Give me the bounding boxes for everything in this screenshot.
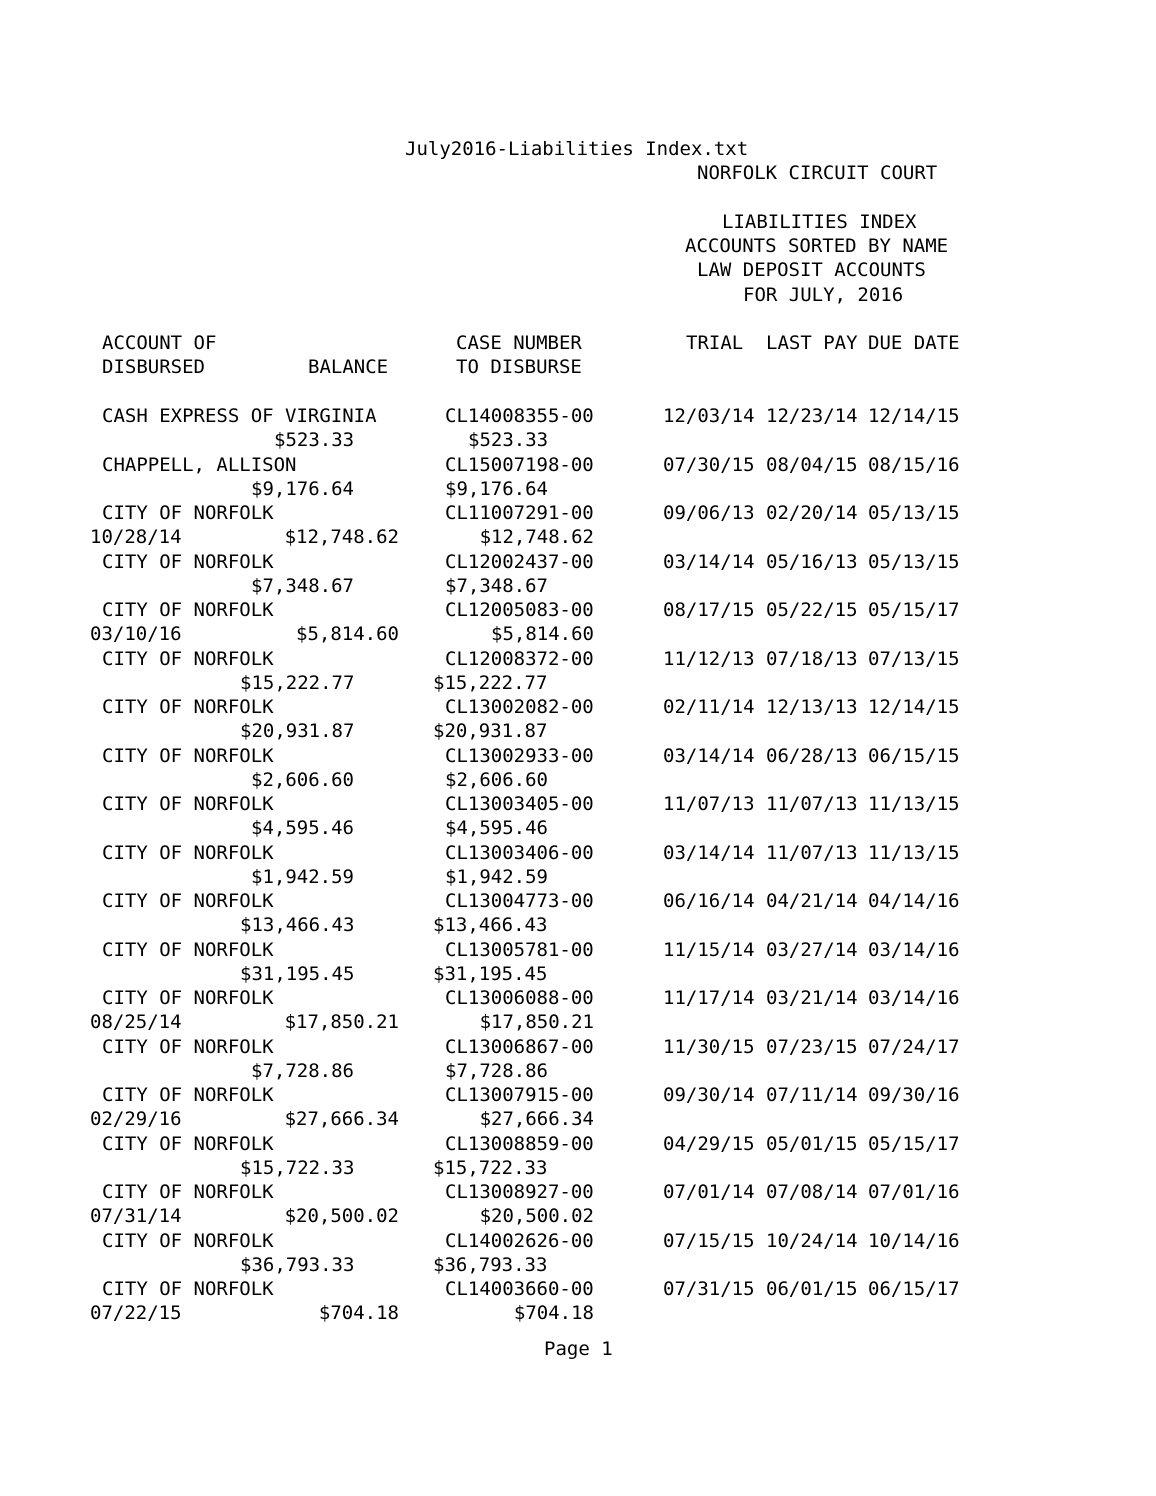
record-name: CITY OF NORFOLK <box>102 842 274 864</box>
record-disbursed-date: 10/28/14 <box>90 526 182 548</box>
record-to-disburse: $15,722.33 <box>433 1157 548 1179</box>
record-case-number: CL14008355-00 <box>445 405 594 427</box>
record-balance: $704.18 <box>318 1302 399 1324</box>
record-due-date: 05/15/17 <box>868 1133 960 1155</box>
record-disbursed-date: 07/22/15 <box>90 1302 182 1324</box>
record-disbursed-date: 08/25/14 <box>90 1011 182 1033</box>
record-case-number: CL15007198-00 <box>445 454 594 476</box>
record-trial-date: 03/14/14 <box>663 551 755 573</box>
record-name: CITY OF NORFOLK <box>102 648 274 670</box>
record-case-number: CL12005083-00 <box>445 599 594 621</box>
record-to-disburse: $20,931.87 <box>433 720 548 742</box>
record-due-date: 04/14/16 <box>868 890 960 912</box>
record-last-pay-date: 05/01/15 <box>766 1133 858 1155</box>
col-header-account-of: ACCOUNT OF <box>102 332 217 354</box>
record-to-disburse: $7,728.86 <box>445 1060 548 1082</box>
record-balance: $15,222.77 <box>240 672 355 694</box>
record-name: CITY OF NORFOLK <box>102 599 274 621</box>
col-header-due-date: DUE DATE <box>868 332 960 354</box>
record-trial-date: 04/29/15 <box>663 1133 755 1155</box>
record-balance: $7,348.67 <box>251 575 354 597</box>
record-to-disburse: $1,942.59 <box>445 866 548 888</box>
record-last-pay-date: 03/27/14 <box>766 939 858 961</box>
record-due-date: 05/13/15 <box>868 502 960 524</box>
record-case-number: CL14002626-00 <box>445 1230 594 1252</box>
record-case-number: CL13004773-00 <box>445 890 594 912</box>
record-case-number: CL13002082-00 <box>445 696 594 718</box>
record-to-disburse: $7,348.67 <box>445 575 548 597</box>
record-trial-date: 07/31/15 <box>663 1278 755 1300</box>
col-header-to-disburse: TO DISBURSE <box>456 356 582 378</box>
record-trial-date: 09/06/13 <box>663 502 755 524</box>
record-balance: $7,728.86 <box>251 1060 354 1082</box>
record-case-number: CL13003406-00 <box>445 842 594 864</box>
record-due-date: 12/14/15 <box>868 696 960 718</box>
report-title: LIABILITIES INDEX <box>722 211 917 233</box>
col-header-disbursed: DISBURSED <box>102 356 205 378</box>
record-name: CHAPPELL, ALLISON <box>102 454 297 476</box>
record-trial-date: 09/30/14 <box>663 1084 755 1106</box>
record-balance: $27,666.34 <box>284 1108 399 1130</box>
record-name: CITY OF NORFOLK <box>102 1036 274 1058</box>
record-name: CITY OF NORFOLK <box>102 696 274 718</box>
record-name: CITY OF NORFOLK <box>102 987 274 1009</box>
record-trial-date: 07/01/14 <box>663 1181 755 1203</box>
record-disbursed-date: 03/10/16 <box>90 623 182 645</box>
record-balance: $36,793.33 <box>240 1254 355 1276</box>
record-name: CITY OF NORFOLK <box>102 939 274 961</box>
record-last-pay-date: 07/11/14 <box>766 1084 858 1106</box>
record-last-pay-date: 07/08/14 <box>766 1181 858 1203</box>
report-period: FOR JULY, 2016 <box>743 284 904 306</box>
record-trial-date: 11/30/15 <box>663 1036 755 1058</box>
record-last-pay-date: 08/04/15 <box>766 454 858 476</box>
record-case-number: CL13005781-00 <box>445 939 594 961</box>
record-to-disburse: $12,748.62 <box>479 526 594 548</box>
record-balance: $9,176.64 <box>251 478 354 500</box>
record-name: CITY OF NORFOLK <box>102 745 274 767</box>
record-to-disburse: $9,176.64 <box>445 478 548 500</box>
record-trial-date: 07/30/15 <box>663 454 755 476</box>
record-case-number: CL13006088-00 <box>445 987 594 1009</box>
record-last-pay-date: 07/18/13 <box>766 648 858 670</box>
record-case-number: CL14003660-00 <box>445 1278 594 1300</box>
record-last-pay-date: 05/16/13 <box>766 551 858 573</box>
record-to-disburse: $27,666.34 <box>479 1108 594 1130</box>
record-case-number: CL13007915-00 <box>445 1084 594 1106</box>
record-case-number: CL13002933-00 <box>445 745 594 767</box>
report-subtitle: ACCOUNTS SORTED BY NAME <box>685 235 949 257</box>
record-balance: $1,942.59 <box>251 866 354 888</box>
record-last-pay-date: 02/20/14 <box>766 502 858 524</box>
record-due-date: 07/13/15 <box>868 648 960 670</box>
record-case-number: CL13008927-00 <box>445 1181 594 1203</box>
record-last-pay-date: 12/13/13 <box>766 696 858 718</box>
record-case-number: CL13006867-00 <box>445 1036 594 1058</box>
court-name: NORFOLK CIRCUIT COURT <box>697 162 938 184</box>
record-trial-date: 07/15/15 <box>663 1230 755 1252</box>
record-due-date: 11/13/15 <box>868 793 960 815</box>
record-to-disburse: $523.33 <box>468 429 549 451</box>
record-to-disburse: $36,793.33 <box>433 1254 548 1276</box>
record-due-date: 05/13/15 <box>868 551 960 573</box>
record-due-date: 12/14/15 <box>868 405 960 427</box>
record-last-pay-date: 11/07/13 <box>766 842 858 864</box>
record-balance: $20,500.02 <box>284 1205 399 1227</box>
record-balance: $13,466.43 <box>240 914 355 936</box>
record-to-disburse: $4,595.46 <box>445 817 548 839</box>
file-title: July2016-Liabilities Index.txt <box>405 138 749 160</box>
record-case-number: CL12008372-00 <box>445 648 594 670</box>
record-to-disburse: $20,500.02 <box>479 1205 594 1227</box>
record-balance: $17,850.21 <box>284 1011 399 1033</box>
record-due-date: 06/15/15 <box>868 745 960 767</box>
record-trial-date: 11/17/14 <box>663 987 755 1009</box>
record-last-pay-date: 03/21/14 <box>766 987 858 1009</box>
record-due-date: 08/15/16 <box>868 454 960 476</box>
record-balance: $4,595.46 <box>251 817 354 839</box>
record-name: CITY OF NORFOLK <box>102 890 274 912</box>
record-case-number: CL12002437-00 <box>445 551 594 573</box>
record-balance: $15,722.33 <box>240 1157 355 1179</box>
record-name: CITY OF NORFOLK <box>102 502 274 524</box>
page-number: Page 1 <box>544 1338 613 1360</box>
record-to-disburse: $17,850.21 <box>479 1011 594 1033</box>
record-due-date: 07/01/16 <box>868 1181 960 1203</box>
record-to-disburse: $5,814.60 <box>491 623 594 645</box>
record-name: CITY OF NORFOLK <box>102 1181 274 1203</box>
record-due-date: 11/13/15 <box>868 842 960 864</box>
record-due-date: 03/14/16 <box>868 987 960 1009</box>
record-last-pay-date: 05/22/15 <box>766 599 858 621</box>
record-balance: $2,606.60 <box>251 769 354 791</box>
record-case-number: CL11007291-00 <box>445 502 594 524</box>
record-last-pay-date: 12/23/14 <box>766 405 858 427</box>
record-name: CITY OF NORFOLK <box>102 1278 274 1300</box>
record-disbursed-date: 02/29/16 <box>90 1108 182 1130</box>
record-balance: $12,748.62 <box>284 526 399 548</box>
record-to-disburse: $15,222.77 <box>433 672 548 694</box>
record-trial-date: 11/15/14 <box>663 939 755 961</box>
record-last-pay-date: 06/28/13 <box>766 745 858 767</box>
record-trial-date: 06/16/14 <box>663 890 755 912</box>
col-header-case-number: CASE NUMBER <box>456 332 582 354</box>
record-due-date: 10/14/16 <box>868 1230 960 1252</box>
record-trial-date: 02/11/14 <box>663 696 755 718</box>
record-case-number: CL13008859-00 <box>445 1133 594 1155</box>
col-header-last-pay: LAST PAY <box>766 332 858 354</box>
record-name: CITY OF NORFOLK <box>102 551 274 573</box>
record-trial-date: 08/17/15 <box>663 599 755 621</box>
record-name: CITY OF NORFOLK <box>102 793 274 815</box>
record-trial-date: 12/03/14 <box>663 405 755 427</box>
record-balance: $5,814.60 <box>296 623 399 645</box>
record-last-pay-date: 04/21/14 <box>766 890 858 912</box>
record-due-date: 09/30/16 <box>868 1084 960 1106</box>
record-trial-date: 11/12/13 <box>663 648 755 670</box>
record-due-date: 06/15/17 <box>868 1278 960 1300</box>
col-header-balance: BALANCE <box>308 356 389 378</box>
record-name: CASH EXPRESS OF VIRGINIA <box>102 405 377 427</box>
record-due-date: 05/15/17 <box>868 599 960 621</box>
record-last-pay-date: 11/07/13 <box>766 793 858 815</box>
record-balance: $523.33 <box>274 429 355 451</box>
record-to-disburse: $2,606.60 <box>445 769 548 791</box>
record-due-date: 03/14/16 <box>868 939 960 961</box>
record-last-pay-date: 07/23/15 <box>766 1036 858 1058</box>
record-to-disburse: $704.18 <box>513 1302 594 1324</box>
record-last-pay-date: 06/01/15 <box>766 1278 858 1300</box>
record-trial-date: 11/07/13 <box>663 793 755 815</box>
report-account-type: LAW DEPOSIT ACCOUNTS <box>697 259 926 281</box>
record-balance: $31,195.45 <box>240 963 355 985</box>
record-trial-date: 03/14/14 <box>663 842 755 864</box>
record-disbursed-date: 07/31/14 <box>90 1205 182 1227</box>
col-header-trial: TRIAL <box>686 332 744 354</box>
record-name: CITY OF NORFOLK <box>102 1230 274 1252</box>
record-trial-date: 03/14/14 <box>663 745 755 767</box>
record-due-date: 07/24/17 <box>868 1036 960 1058</box>
record-to-disburse: $13,466.43 <box>433 914 548 936</box>
record-name: CITY OF NORFOLK <box>102 1133 274 1155</box>
record-case-number: CL13003405-00 <box>445 793 594 815</box>
record-to-disburse: $31,195.45 <box>433 963 548 985</box>
record-balance: $20,931.87 <box>240 720 355 742</box>
record-last-pay-date: 10/24/14 <box>766 1230 858 1252</box>
record-name: CITY OF NORFOLK <box>102 1084 274 1106</box>
